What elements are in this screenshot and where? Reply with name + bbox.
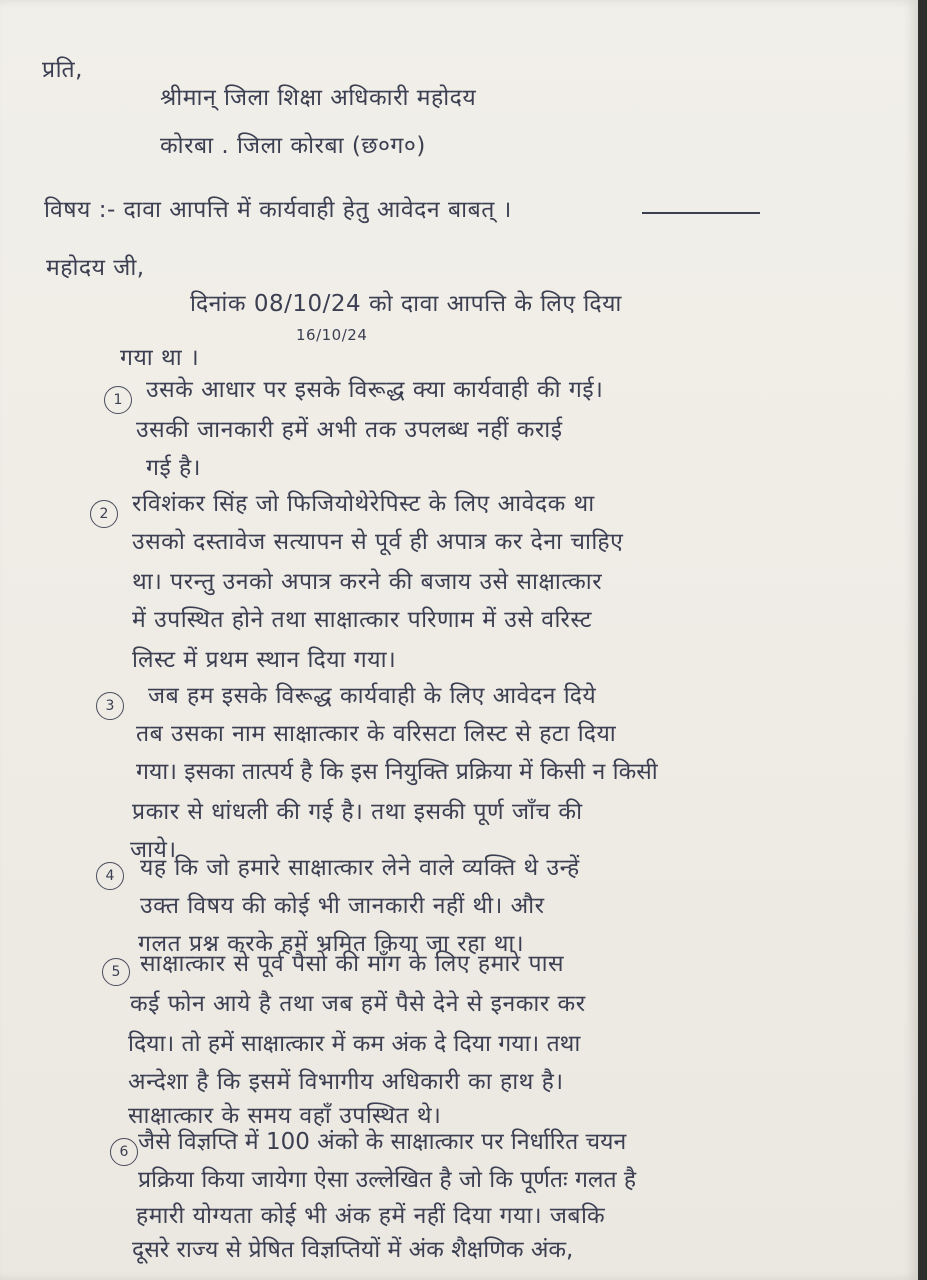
point-6-line-1: जैसे विज्ञप्ति में 100 अंको के साक्षात्कार पर निर्धारित चयन [138, 1129, 627, 1155]
point-6-line-2: प्रक्रिया किया जायेगा ऐसा उल्लेखित है जो कि पूर्णतः गलत है [138, 1167, 637, 1193]
salutation: महोदय जी, [46, 255, 145, 281]
point-2-line-1: रविशंकर सिंह जो फिजियोथेरेपिस्ट के लिए आवेदक था [132, 491, 595, 517]
point-2-line-4: में उपस्थित होने तथा साक्षात्कार परिणाम में उसे वरिस्ट [132, 607, 592, 633]
addressee-line-2: कोरबा . जिला कोरबा (छ०ग०) [160, 133, 426, 159]
intro-date-insert: 16/10/24 [296, 326, 368, 344]
point-number-5: 5 [102, 958, 130, 986]
subject-underline [642, 212, 760, 214]
point-number-2: 2 [90, 500, 118, 528]
point-number-1: 1 [104, 386, 132, 414]
point-3-line-4: प्रकार से धांधली की गई है। तथा इसकी पूर्ण जाँच की [132, 799, 583, 825]
point-3-line-1: जब हम इसके विरूद्ध कार्यवाही के लिए आवेदन दिये [148, 683, 597, 709]
point-4-line-2: उक्त विषय की कोई भी जानकारी नहीं थी। और [140, 893, 545, 919]
point-3-line-3: गया। इसका तात्पर्य है कि इस नियुक्ति प्रक्रिया में किसी न किसी [136, 759, 658, 785]
point-1-line-3: गई है। [146, 455, 201, 481]
to-label: प्रति, [42, 57, 83, 83]
point-3-line-5: जाये। [130, 837, 177, 863]
point-2-line-3: था। परन्तु उनको अपात्र करने की बजाय उसे साक्षात्कार [132, 569, 603, 595]
point-5-line-4: अन्देशा है कि इसमें विभागीय अधिकारी का हाथ है। [128, 1069, 564, 1095]
addressee-line-1: श्रीमान् जिला शिक्षा अधिकारी महोदय [160, 85, 477, 111]
point-1-line-1: उसके आधार पर इसके विरूद्ध क्या कार्यवाही की गई। [146, 377, 604, 403]
point-2-line-5: लिस्ट में प्रथम स्थान दिया गया। [132, 647, 397, 673]
point-5-line-2: कई फोन आये है तथा जब हमें पैसे देने से इनकार कर [130, 991, 586, 1017]
page-edge-shadow [918, 0, 927, 1280]
point-5-line-5: साक्षात्कार के समय वहाँ उपस्थित थे। [128, 1103, 442, 1129]
point-4-line-3: गलत प्रश्न करके हमें भ्रमित किया जा रहा था। [138, 931, 525, 957]
point-2-line-2: उसको दस्तावेज सत्यापन से पूर्व ही अपात्र कर देना चाहिए [132, 529, 624, 555]
point-3-line-2: तब उसका नाम साक्षात्कार के वरिसटा लिस्ट से हटा दिया [136, 721, 617, 747]
point-6-line-3: हमारी योग्यता कोई भी अंक हमें नहीं दिया गया। जबकि [136, 1203, 606, 1229]
point-number-6: 6 [110, 1138, 138, 1166]
subject-line: विषय :- दावा आपत्ति में कार्यवाही हेतु आवेदन बाबत् । [44, 197, 512, 223]
point-6-line-4: दूसरे राज्य से प्रेषित विज्ञप्तियों में अंक शैक्षणिक अंक, [132, 1237, 574, 1263]
point-1-line-2: उसकी जानकारी हमें अभी तक उपलब्ध नहीं कराई [136, 417, 563, 443]
point-5-line-1: साक्षात्कार से पूर्व पैसो की माँग के लिए हमारे पास [140, 951, 565, 977]
intro-line-2: गया था । [120, 345, 200, 371]
point-5-line-3: दिया। तो हमें साक्षात्कार में कम अंक दे दिया गया। तथा [128, 1031, 581, 1057]
intro-line-1: दिनांक 08/10/24 को दावा आपत्ति के लिए दिया [190, 291, 622, 317]
point-4-line-1: यह कि जो हमारे साक्षात्कार लेने वाले व्यक्ति थे उन्हें [140, 855, 580, 881]
point-number-3: 3 [96, 692, 124, 720]
point-number-4: 4 [96, 862, 124, 890]
